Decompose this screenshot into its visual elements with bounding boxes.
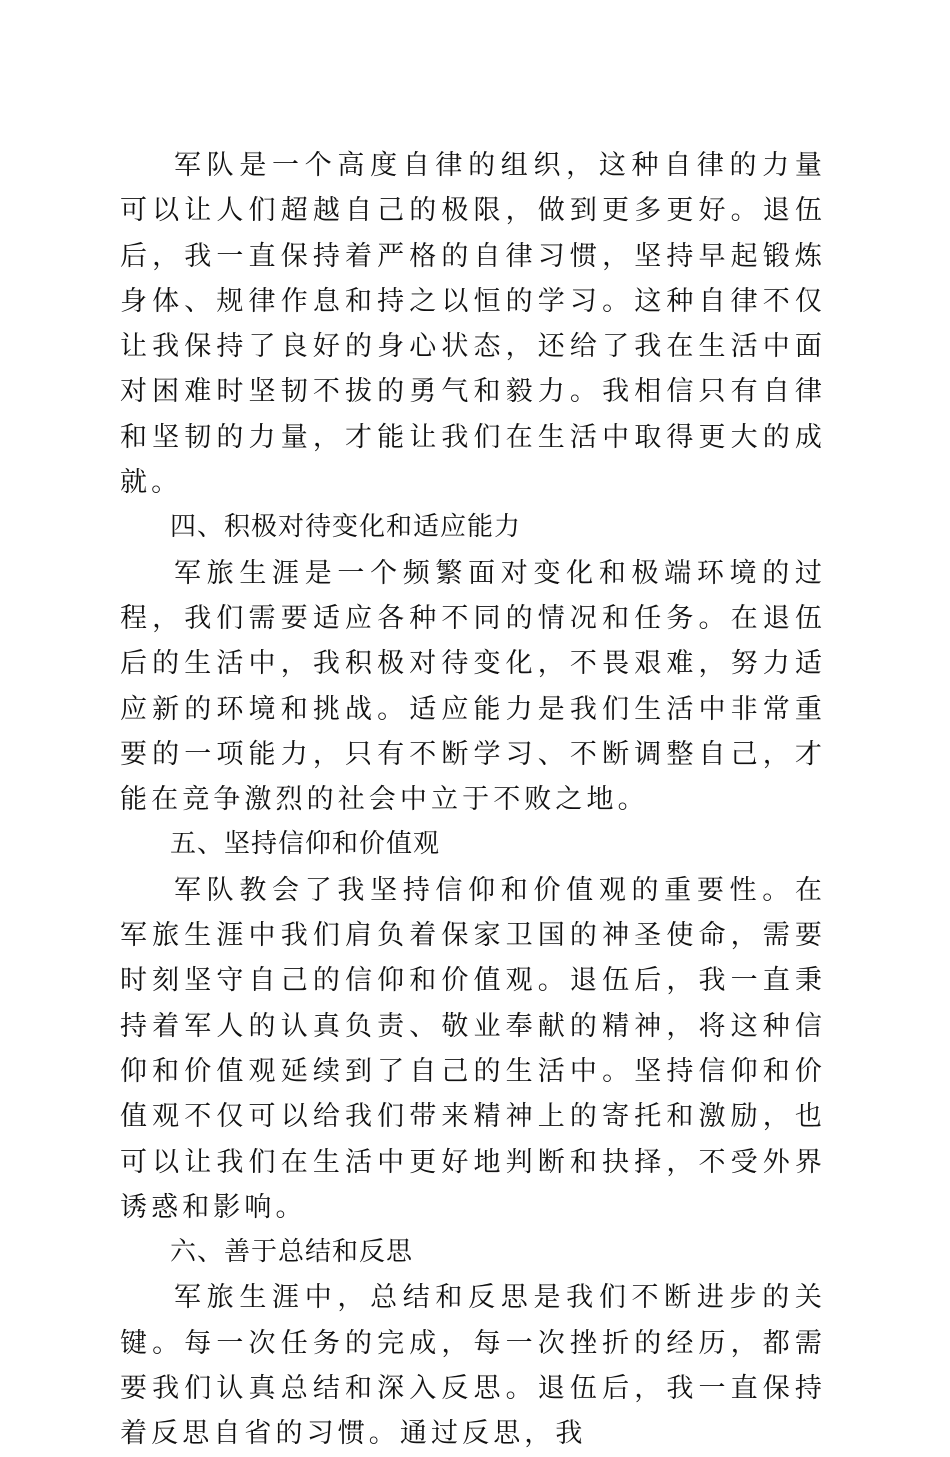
section-heading-beliefs-values: 五、坚持信仰和价值观 bbox=[170, 829, 441, 860]
section-heading-reflection: 六、善于总结和反思 bbox=[170, 1237, 414, 1268]
paragraph-beliefs-values: 军队教会了我坚持信仰和价值观的重要性。在军旅生涯中我们肩负着保家卫国的神圣使命，需要时刻坚守自己的信仰和价值观。退伍后，我一直秉持着军人的认真负责、敬业奉献的精神，将这种信仰和价值观延续到了自己的生活中。坚持信仰和价值观不仅可以给我们带来精神上的寄托和激励，也可以让我们在生活中更好地判断和抉择，不受外界诱惑和影响。 bbox=[120, 874, 826, 1223]
document-body bbox=[120, 143, 826, 1457]
paragraph-self-discipline: 军队是一个高度自律的组织，这种自律的力量可以让人们超越自己的极限，做到更多更好。退伍后，我一直保持着严格的自律习惯，坚持早起锻炼身体、规律作息和持之以恒的学习。这种自律不仅让我保持了良好的身心状态，还给了我在生活中面对困难时坚韧不拔的勇气和毅力。我相信只有自律和坚韧的力量，才能让我们在生活中取得更大的成就。 bbox=[120, 150, 826, 499]
section-heading-adaptability: 四、积极对待变化和适应能力 bbox=[170, 512, 522, 543]
paragraph-reflection: 军旅生涯中，总结和反思是我们不断进步的关键。每一次任务的完成，每一次挫折的经历，都需要我们认真总结和深入反思。退伍后，我一直保持着反思自省的习惯。通过反思，我 bbox=[120, 1282, 826, 1450]
paragraph-adaptability: 军旅生涯是一个频繁面对变化和极端环境的过程，我们需要适应各种不同的情况和任务。在退伍后的生活中，我积极对待变化，不畏艰难，努力适应新的环境和挑战。适应能力是我们生活中非常重要的一项能力，只有不断学习、不断调整自己，才能在竞争激烈的社会中立于不败之地。 bbox=[120, 557, 826, 816]
